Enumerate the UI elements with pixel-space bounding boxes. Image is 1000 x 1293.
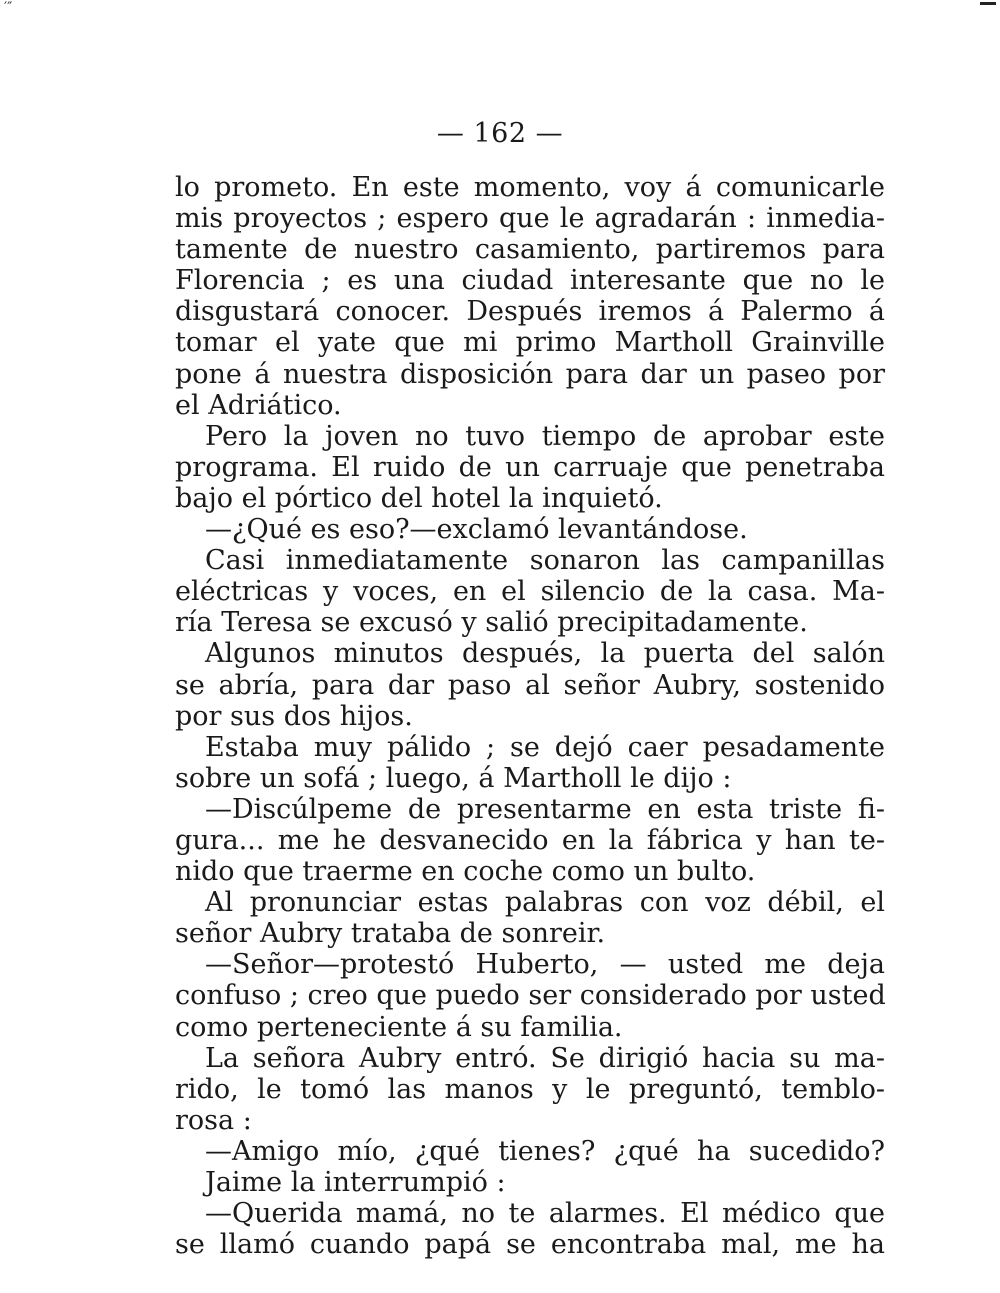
text-line: —Señor—protestó Huberto, — usted me deja <box>205 949 885 981</box>
corner-rule <box>980 2 996 5</box>
text-line: bajo el pórtico del hotel la inquietó. <box>175 482 663 514</box>
text-line: tomar el yate que mi primo Martholl Grainville <box>175 327 885 359</box>
text-line: eléctricas y voces, en el silencio de la casa. Ma- <box>175 576 885 608</box>
body-text <box>175 172 885 1260</box>
text-line: confuso ; creo que puedo ser considerado por usted <box>175 980 886 1012</box>
text-line: rido, le tomó las manos y le preguntó, temblo- <box>175 1073 885 1105</box>
text-line: Casi inmediatamente sonaron las campanillas <box>205 545 885 577</box>
text-line: —Amigo mío, ¿qué tienes? ¿qué ha sucedido? <box>205 1135 885 1167</box>
text-line: lo prometo. En este momento, voy á comunicarle <box>175 172 885 203</box>
text-line: como perteneciente á su familia. <box>175 1011 623 1043</box>
text-line: —Querida mamá, no te alarmes. El médico que <box>205 1198 885 1230</box>
text-line: Al pronunciar estas palabras con voz débil, el <box>205 887 885 919</box>
text-line: mis proyectos ; espero que le agradarán : inmedia- <box>175 203 885 235</box>
text-line: nido que traerme en coche como un bulto. <box>175 856 756 888</box>
text-line: Florencia ; es una ciudad interesante que no le <box>175 265 885 297</box>
text-line: Estaba muy pálido ; se dejó caer pesadamente <box>205 731 885 763</box>
text-line: se llamó cuando papá se encontraba mal, me ha <box>175 1229 885 1261</box>
text-line: rosa : <box>175 1104 252 1136</box>
text-line: sobre un sofá ; luego, á Martholl le dijo : <box>175 762 732 794</box>
text-line: señor Aubry trataba de sonreir. <box>175 918 606 950</box>
text-line: gura... me he desvanecido en la fábrica y han te- <box>175 824 885 856</box>
page-number: — 162 — <box>436 118 564 149</box>
text-line: tamente de nuestro casamiento, partiremos para <box>175 234 885 266</box>
text-line: Pero la joven no tuvo tiempo de aprobar este <box>205 420 885 452</box>
text-line: el Adriático. <box>175 389 342 421</box>
text-line: ría Teresa se excusó y salió precipitadamente. <box>175 607 808 639</box>
text-line: —Discúlpeme de presentarme en esta triste fi- <box>205 793 885 825</box>
text-line: —¿Qué es eso?—exclamó levantándose. <box>205 514 748 546</box>
text-line: Algunos minutos después, la puerta del salón <box>205 638 885 670</box>
text-line: disgustará conocer. Después iremos á Palermo á <box>175 296 885 328</box>
text-line: La señora Aubry entró. Se dirigió hacia su ma- <box>205 1042 885 1074</box>
text-line: por sus dos hijos. <box>175 700 413 732</box>
text-line: programa. El ruido de un carruaje que penetraba <box>175 451 885 483</box>
text-line: pone á nuestra disposición para dar un paseo por <box>175 358 885 390</box>
text-line: se abría, para dar paso al señor Aubry, sostenido <box>175 669 885 701</box>
text-line: Jaime la interrumpió : <box>205 1167 506 1198</box>
corner-mark: ′″ <box>4 0 13 16</box>
